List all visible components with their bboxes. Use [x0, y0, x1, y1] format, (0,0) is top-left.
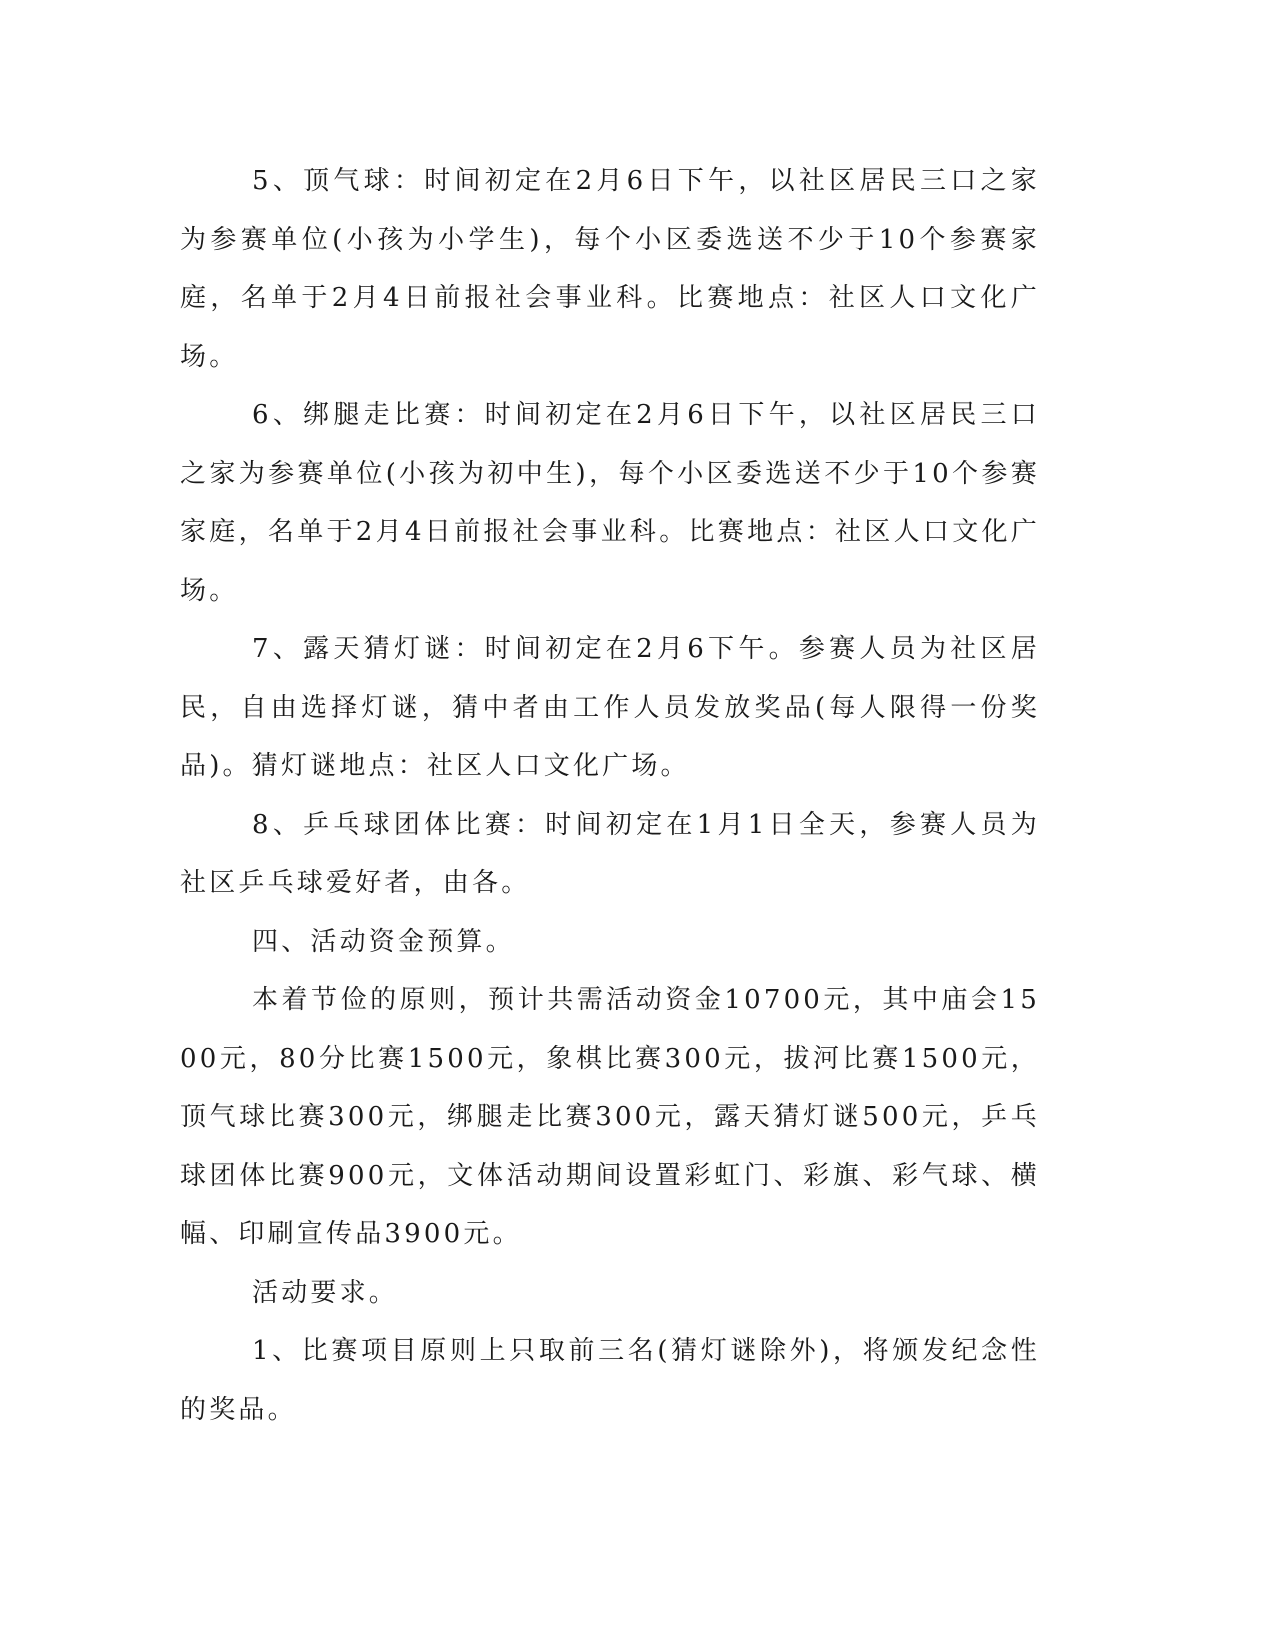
paragraph-budget-details: 本着节俭的原则，预计共需活动资金10700元，其中庙会1500元，80分比赛1500元，象棋比赛300元，拔河比赛1500元，顶气球比赛300元，绑腿走比赛300元，露天猜灯谜500元，乒乓球团体比赛900元，文体活动期间设置彩虹门、彩旗、彩气球、横幅、印刷宣传品3900元。 [180, 985, 1040, 1249]
paragraph-ball-heading: 5、顶气球：时间初定在2月6日下午，以社区居民三口之家为参赛单位(小孩为小学生)，每个小区委选送不少于10个参赛家庭，名单于2月4日前报社会事业科。比赛地点：社区人口文化广场。 [180, 166, 1040, 372]
paragraph-table-tennis: 8、乒乓球团体比赛：时间初定在1月1日全天，参赛人员为社区乒乓球爱好者，由各。 [180, 809, 1040, 898]
document-body [180, 152, 1040, 1439]
section-heading-budget: 四、活动资金预算。 [252, 926, 515, 957]
section-heading-requirements: 活动要求。 [252, 1277, 399, 1308]
paragraph-requirement-1: 1、比赛项目原则上只取前三名(猜灯谜除外)，将颁发纪念性的奖品。 [180, 1336, 1040, 1425]
paragraph-lantern-riddles: 7、露天猜灯谜：时间初定在2月6下午。参赛人员为社区居民，自由选择灯谜，猜中者由工作人员发放奖品(每人限得一份奖品)。猜灯谜地点：社区人口文化广场。 [180, 634, 1040, 781]
paragraph-three-legged-race: 6、绑腿走比赛：时间初定在2月6日下午，以社区居民三口之家为参赛单位(小孩为初中生)，每个小区委选送不少于10个参赛家庭，名单于2月4日前报社会事业科。比赛地点：社区人口文化广场。 [180, 400, 1040, 606]
